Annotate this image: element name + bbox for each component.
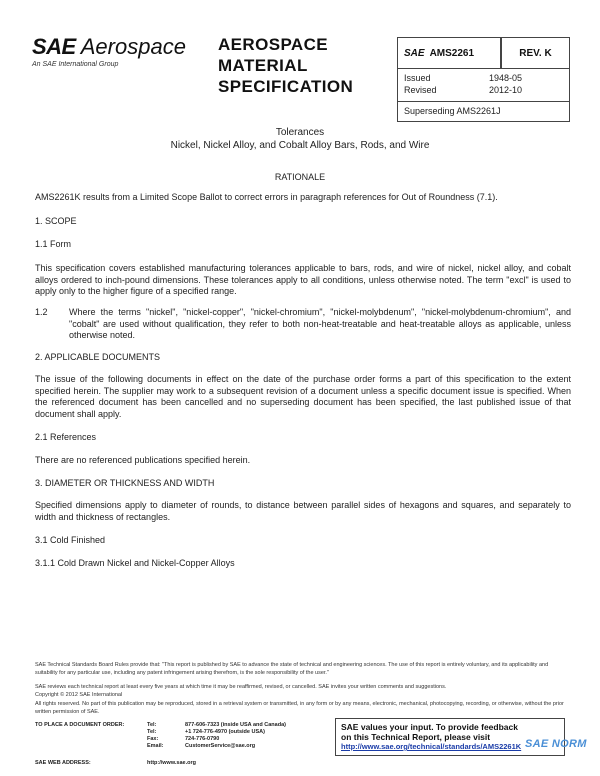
order-label: TO PLACE A DOCUMENT ORDER: [35, 722, 125, 728]
tel2-value: +1 724-776-4970 (outside USA) [185, 729, 265, 735]
rationale-text: AMS2261K results from a Limited Scope Ballot to correct errors in paragraph references for Out of Roundness (7.1). [35, 192, 498, 202]
section-1-heading: 1. SCOPE [35, 216, 77, 226]
title-line-2: MATERIAL [218, 56, 308, 75]
document-number: AMS2261 [429, 47, 475, 59]
email-value[interactable]: CustomerService@sae.org [185, 743, 256, 749]
revised-label: Revised [404, 85, 437, 95]
tel-label: Tel: [147, 722, 157, 728]
feedback-box [335, 718, 565, 756]
email-label: Email: [147, 743, 164, 749]
logo-sae-text: SAE [32, 34, 76, 59]
fax-value: 724-776-0790 [185, 736, 220, 742]
rationale-heading: RATIONALE [274, 172, 326, 182]
title-line-3: SPECIFICATION [218, 77, 354, 96]
section-2-heading: 2. APPLICABLE DOCUMENTS [35, 352, 161, 362]
superseding-box: Superseding AMS2261J [397, 102, 570, 122]
fax-label: Fax: [147, 736, 159, 742]
sae-aerospace-logo [32, 34, 220, 68]
issued-value: 1948-05 [488, 73, 522, 83]
sae-norm-watermark: SAE NORM [525, 738, 587, 750]
title-line-1: AEROSPACE [218, 35, 329, 54]
web-label: SAE WEB ADDRESS: [35, 760, 91, 766]
section-3-text: Specified dimensions apply to diameter of rounds, to distance between parallel sides of hexagons and squares, and separately to width and thickness of rectangles. [35, 500, 571, 522]
section-2-1-text: There are no referenced publications specified herein. [35, 455, 251, 465]
logo-aerospace-text: Aerospace [80, 34, 186, 59]
technical-standards-policy: SAE Technical Standards Board Rules provide that: "This report is published by SAE to advance the state of technical and engineering sciences. The use of this report is entirely voluntary, and its applicability and suitability for any particular use, including any patent infringement arising therefrom, is the sole responsibility of the user." [35, 662, 549, 676]
subject-line-1: Tolerances [275, 127, 325, 138]
subject-line-2: Nickel, Nickel Alloy, and Cobalt Alloy Bars, Rods, and Wire [170, 140, 430, 151]
section-3-1-1-heading: 3.1.1 Cold Drawn Nickel and Nickel-Copper Alloys [35, 558, 235, 568]
section-1-1-text: This specification covers established manufacturing tolerances applicable to bars, rods, and wire of nickel, nickel alloy, and cobalt alloys ordered to inch-pound dimensions. These tolerances apply to all conditions, unless otherwise noted. The term "excl" is used to apply only to the higher figure of a specified range. [35, 263, 571, 296]
section-1-2 [35, 307, 571, 342]
tel-value: 877-606-7323 (inside USA and Canada) [185, 722, 286, 728]
issued-label: Issued [404, 73, 431, 83]
section-2-1-heading: 2.1 References [35, 432, 97, 442]
section-2-text: The issue of the following documents in effect on the date of the purchase order forms a part of this specification to the extent specified herein. The supplier may work to a subsequent revision of a document unless a specific document issue is specified. When the referenced document has been cancelled and no superseding document has been specified, the last published issue of that document shall apply. [35, 374, 571, 419]
dates-box [397, 69, 570, 102]
section-3-1-heading: 3.1 Cold Finished [35, 535, 106, 545]
revised-value: 2012-10 [488, 85, 522, 95]
doc-sae-mark: SAE [404, 47, 425, 59]
order-contact-block [35, 722, 286, 750]
section-1-2-number: 1.2 [35, 307, 48, 317]
web-address-row [35, 760, 196, 766]
section-1-2-text: Where the terms "nickel", "nickel-copper", "nickel-chromium", "nickel-molybdenum", "nickel-molybdenum-chromium", and "cobalt" are used without qualification, they refer to both non-heat-treatable and heat-treatable alloys as applicable, unless otherwise noted. [69, 307, 571, 340]
logo-tagline: An SAE International Group [32, 61, 119, 68]
feedback-line-2: on this Technical Report, please visit [341, 732, 491, 742]
feedback-link[interactable]: http://www.sae.org/technical/standards/AMS2261K [341, 742, 522, 751]
tel2-label: Tel: [147, 729, 157, 735]
revision-box: REV. K [501, 37, 570, 69]
feedback-line-1: SAE values your input. To provide feedback [341, 722, 518, 732]
document-number-box [397, 37, 501, 69]
review-notice: SAE reviews each technical report at least every five years at which time it may be reaffirmed, revised, or cancelled. SAE invites your written comments and suggestions. [35, 684, 447, 690]
section-1-1-heading: 1.1 Form [35, 239, 72, 249]
section-3-heading: 3. DIAMETER OR THICKNESS AND WIDTH [35, 478, 215, 488]
copyright-notice: Copyright © 2012 SAE International [35, 692, 123, 698]
web-link[interactable]: http://www.sae.org [147, 760, 196, 766]
document-type-title [218, 34, 398, 97]
rights-notice: All rights reserved. No part of this publication may be reproduced, stored in a retrieval system or transmitted, in any form or by any means, electronic, mechanical, photocopying, recording, or otherwise, without the prior written permission of SAE. [35, 701, 564, 715]
